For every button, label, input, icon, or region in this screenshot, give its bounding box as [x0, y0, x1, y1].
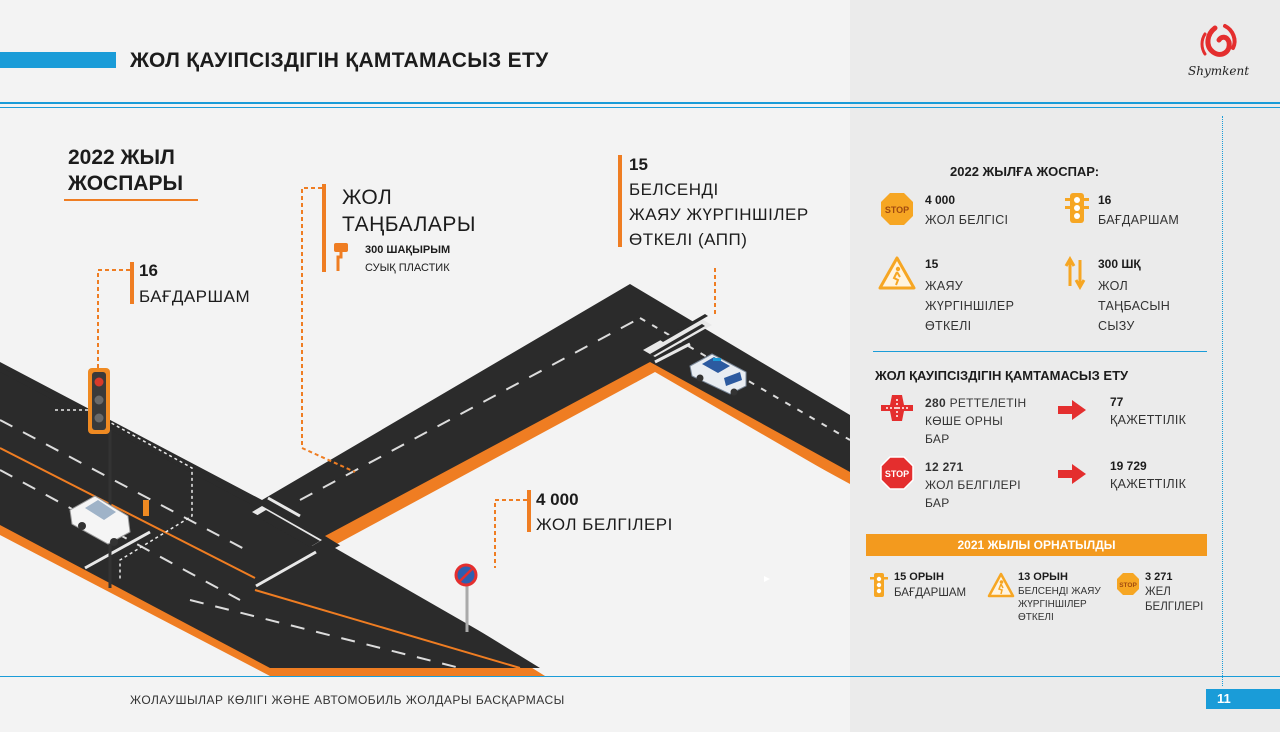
page-title: ЖОЛ ҚАУІПСІЗДІГІН ҚАМТАМАСЫЗ ЕТУ: [130, 49, 549, 72]
installed-crossings-line1: БЕЛСЕНДІ ЖАЯУ: [1018, 586, 1101, 597]
traffic-light-icon: [869, 572, 889, 598]
plan-crossings-value: 15: [925, 257, 939, 271]
signs-have-text: [925, 458, 1021, 512]
stop-sign-text: STOP: [1119, 582, 1137, 589]
plan-crossings-line2: ЖҮРГІНШІЛЕР: [925, 299, 1015, 313]
regulated-line3: БАР: [925, 432, 950, 446]
footer-organization: ЖОЛАУШЫЛАР КӨЛІГІ ЖӘНЕ АВТОМОБИЛЬ ЖОЛДАРЫ БАСҚАРМАСЫ: [130, 693, 565, 707]
plan-markings-value: 300 ШҚ: [1098, 257, 1141, 271]
plan-2022-heading: 2022 ЖЫЛҒА ЖОСПАР:: [950, 164, 1100, 179]
callout-bar: [322, 184, 326, 272]
regulated-text: [925, 394, 1026, 448]
callout-signs-label: ЖОЛ БЕЛГІЛЕРІ: [536, 515, 673, 534]
callout-crossings-number: 15: [629, 155, 648, 174]
arrow-right-icon: [1058, 464, 1086, 484]
page-number: 11: [1206, 689, 1280, 709]
installed-signs-line1: ЖЕЛ: [1145, 586, 1171, 598]
logo-text: Shymkent: [1188, 64, 1250, 78]
signs-have-line1: ЖОЛ БЕЛГІЛЕРІ: [925, 478, 1021, 492]
callout-crossings-text: [629, 177, 809, 252]
signs-need-value: 19 729: [1110, 459, 1147, 473]
callout-markings-title2: ТАҢБАЛАРЫ: [342, 213, 476, 236]
plan-markings-line2: ТАҢБАСЫН: [1098, 299, 1171, 313]
regulated-line2: КӨШЕ ОРНЫ: [925, 414, 1003, 428]
plan-lights-label: БАҒДАРШАМ: [1098, 213, 1180, 227]
callout-signs-number: 4 000: [536, 490, 579, 509]
regulated-need-label: ҚАЖЕТТІЛІК: [1110, 413, 1187, 427]
callout-crossings-line2: ЖАЯУ ЖҮРГІНШІЛЕР: [629, 205, 809, 224]
plan-signs-label: ЖОЛ БЕЛГІСІ: [925, 213, 1009, 227]
regulated-value: 280: [925, 396, 946, 410]
callout-bar: [527, 490, 531, 532]
signs-have-line2: БАР: [925, 496, 950, 510]
plan-signs-value: 4 000: [925, 193, 956, 207]
section-divider: [873, 351, 1207, 352]
callout-lights-label: БАҒДАРШАМ: [139, 287, 251, 306]
installed-signs-line2: БЕЛГІЛЕРІ: [1145, 601, 1204, 613]
callout-markings-material: СУЫҚ ПЛАСТИК: [365, 262, 450, 274]
pedestrian-crossing-icon: [987, 572, 1015, 598]
regulated-need-value: 77: [1110, 395, 1124, 409]
arrow-right-icon: [1058, 400, 1086, 420]
callout-crossings-line3: ӨТКЕЛІ (АПП): [629, 230, 748, 249]
plan-title-line1: 2022 ЖЫЛ: [68, 146, 175, 169]
plan-markings-line1: ЖОЛ: [1098, 279, 1128, 293]
callout-bar: [618, 155, 622, 247]
callout-lights-number: 16: [139, 261, 158, 280]
bidirectional-arrows-icon: [1064, 256, 1086, 290]
callout-markings-title1: ЖОЛ: [342, 186, 393, 209]
traffic-light-icon: [1064, 192, 1090, 224]
callout-markings-title: [342, 184, 476, 238]
pedestrian-crossing-icon: [878, 256, 916, 290]
plan-markings-line3: СЫЗУ: [1098, 319, 1135, 333]
installed-crossings-value: 13 ОРЫН: [1018, 571, 1068, 583]
installed-signs-value: 3 271: [1145, 571, 1173, 583]
plan-crossings-text: [925, 276, 1014, 336]
installed-crossings-line2: ЖҮРГІНШІЛЕР: [1018, 599, 1087, 610]
installed-2021-banner: 2021 ЖЫЛЫ ОРНАТЫЛДЫ: [866, 534, 1207, 556]
installed-crossings-line3: ӨТКЕЛІ: [1018, 612, 1054, 623]
plan-markings-text: [1098, 276, 1170, 336]
stop-sign-text: STOP: [884, 469, 910, 479]
stop-sign-icon: [880, 192, 914, 226]
installed-signs-text: [1145, 585, 1203, 615]
signs-need-label: ҚАЖЕТТІЛІК: [1110, 477, 1187, 491]
shymkent-logo: [1185, 20, 1255, 95]
intersection-icon: [880, 393, 914, 423]
callout-crossings-line1: БЕЛСЕНДІ: [629, 180, 719, 199]
stop-sign-icon: [1116, 572, 1140, 596]
plan-title-line2: ЖОСПАРЫ: [68, 172, 184, 195]
installed-lights-label: БАҒДАРШАМ: [894, 587, 967, 599]
regulated-line1: РЕТТЕЛЕТІН: [949, 396, 1027, 410]
stop-sign-icon: [880, 456, 914, 490]
callout-bar: [130, 262, 134, 304]
stop-sign-text: STOP: [884, 205, 910, 215]
plan-crossings-line3: ӨТКЕЛІ: [925, 319, 972, 333]
footer-divider: [0, 676, 1280, 677]
plan-crossings-line1: ЖАЯУ: [925, 279, 964, 293]
signs-have-value: 12 271: [925, 460, 964, 474]
paint-roller-icon: [334, 243, 350, 273]
safety-heading: ЖОЛ ҚАУІПСІЗДІГІН ҚАМТАМАСЫЗ ЕТУ: [875, 368, 1129, 383]
plan-lights-value: 16: [1098, 193, 1112, 207]
installed-crossings-text: [1018, 585, 1101, 624]
installed-lights-value: 15 ОРЫН: [894, 571, 944, 583]
callout-markings-amount: 300 ШАҚЫРЫМ: [365, 244, 451, 256]
dotted-guide: [1222, 116, 1223, 686]
